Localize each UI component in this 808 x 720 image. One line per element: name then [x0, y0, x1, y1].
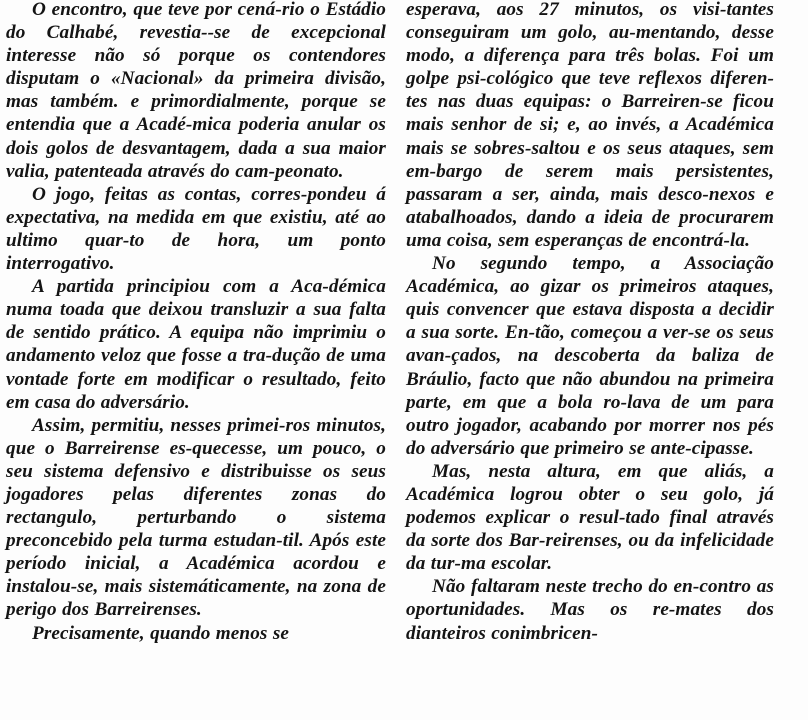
paragraph: O encontro, que teve por cená-rio o Estádio do Calhabé, revestia--se de excepcional interesse não só porque os contendores disputam o «Nacional» da primeira divisão, mas também. e primordialmente, porque se entendia que a Acadé-mica poderia anular os dois golos de desvantagem, dada a sua maior valia, patenteada através do cam-peonato.	[6, 0, 386, 182]
paragraph: Mas, nesta altura, em que aliás, a Académica logrou obter o seu golo, já podemos explicar o resul-tado final através da sorte dos Bar-reirenses, ou da infelicidade da tur-ma escolar.	[406, 460, 774, 575]
paragraph: Assim, permitiu, nesses primei-ros minutos, que o Barreirense es-quecesse, um pouco, o seu sistema defensivo e distribuisse os seus jogadores pelas diferentes zonas do rectangulo, perturbando o sistema preconcebido pela turma estudan-til. Após este período inicial, a Académica acordou e instalou-se, mais sistemáticamente, na zona de perigo dos Barreirenses.	[6, 414, 386, 621]
text-column-left-inner	[6, 0, 386, 645]
paragraph: Não faltaram neste trecho do en-contro as oportunidades. Mas os re-mates dos dianteiros conimbricen-	[406, 576, 774, 644]
paragraph: No segundo tempo, a Associação Académica, ao gizar os primeiros ataques, quis convencer que estava disposta a decidir a sua sorte. En-tão, começou a ver-se os seus avan-çados, na descoberta da baliza de Bráulio, facto que não abundou na primeira parte, em que a bola ro-lava de um para outro jogador, acabando por morrer nos pés do adversário que primeiro se ante-cipasse.	[406, 253, 774, 459]
text-column-left	[0, 0, 390, 720]
paragraph: esperava, aos 27 minutos, os visi-tantes conseguiram um golo, au-mentando, desse modo, a diferença para três bolas. Foi um golpe psi-cológico que teve reflexos diferen-tes nas duas equipas: o Barreiren-se ficou mais senhor de si; e, ao invés, a Académica mais se sobres-saltou e os seus ataques, sem em-bargo de serem mais persistentes, passaram a ser, ainda, mais desco-nexos e atabalhoados, dando a ideia de procurarem uma coisa, sem esperanças de encontrá-la.	[406, 0, 774, 251]
paragraph: A partida principiou com a Aca-démica numa toada que deixou transluzir a sua falta de sentido prático. A equipa não imprimiu o andamento veloz que fosse a tra-dução de uma vontade forte em modificar o resultado, feito em casa do adversário.	[6, 276, 386, 413]
paragraph: Precisamente, quando menos se	[32, 622, 290, 644]
text-column-right	[390, 0, 780, 720]
text-column-right-inner	[406, 0, 774, 645]
paragraph: O jogo, feitas as contas, corres-pondeu á expectativa, na medida em que existiu, até ao ultimo quar-to de hora, um ponto interrogativo.	[6, 183, 386, 275]
